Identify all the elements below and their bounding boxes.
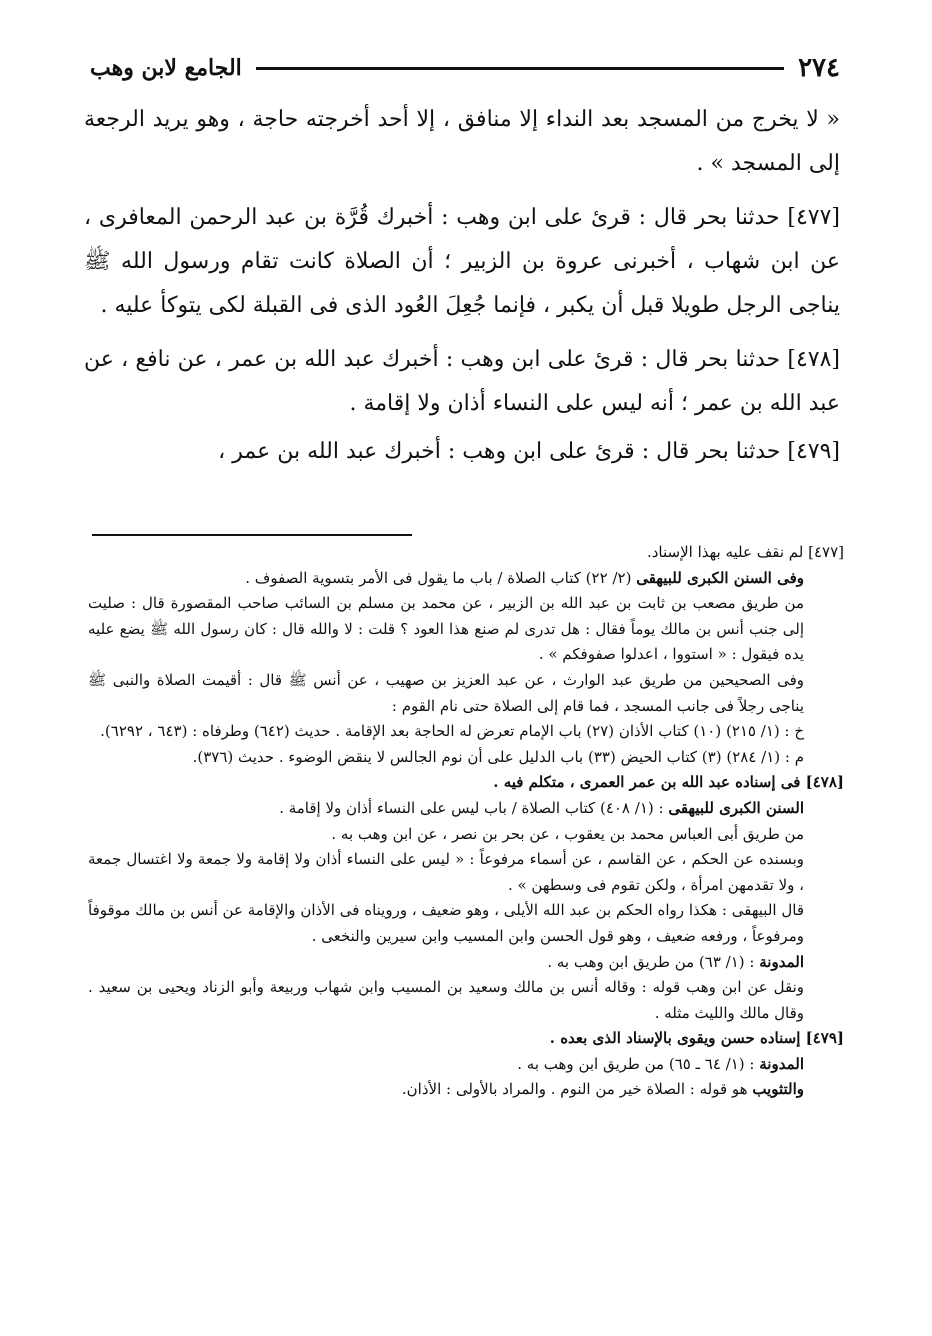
hadith-479: [٤٧٩] حدثنا بحر قال : قرئ على ابن وهب : أخبرك عبد الله بن عمر ، [218,439,840,464]
hadith-478: [٤٧٨] حدثنا بحر قال : قرئ على ابن وهب : أخبرك عبد الله بن عمر ، عن نافع ، عن عبد الله بن عمر ؛ أنه ليس على النساء أذان ولا إقامة . [84,347,840,416]
page-header [90,48,840,88]
term-definition: هو قوله : الصلاة خير من النوم . والمراد بالأولى : الأذان. [401,1080,753,1099]
footnote-478-line: قال البيهقى : هكذا رواه الحكم بن عبد الله الأيلى ، وهو ضعيف ، ورويناه فى الأذان والإقامة عن أنس بن مالك موقوفاً ومرفوعاً ، ورفعه ضعيف ، وهو قول الحسن وابن المسيب وابن سيرين والنخعى . [88,901,804,945]
footnote-479-head: [٤٧٩] إسناده حسن ويقوى بالإسناد الذى بعده . [549,1029,844,1048]
hadith-477: [٤٧٧] حدثنا بحر قال : قرئ على ابن وهب : أخبرك قُرَّة بن عبد الرحمن المعافرى ، عن ابن شهاب ، أخبرنى عروة بن الزبير ؛ أن الصلاة كانت تقام ورسول الله ﷺ يناجى الرجل طويلا قبل أن يكبر ، فإنما جُعِلَ العُود الذى فى القبلة لكى يتوكأ عليه . [84,205,840,318]
header-rule [256,67,784,70]
running-title: الجامع لابن وهب [90,55,242,81]
footnote-478-line: وبسنده عن الحكم ، عن القاسم ، عن أسماء مرفوعاً : « ليس على النساء أذان ولا إقامة ولا جمعة ولا اغتسال جمعة ، ولا تقدمهن امرأة ، ولكن تقوم فى وسطهن » . [88,850,804,894]
source-title: المدونة [759,952,804,971]
main-text [84,98,840,484]
term: والتثويب [752,1080,804,1099]
footnote-478-line: ونقل عن ابن وهب قوله : وقاله أنس بن مالك وسعيد بن المسيب وابن شهاب وربيعة وأبو الزناد ويحيى بن سعيد . وقال مالك والليث مثله . [88,978,804,1022]
source-ref: : (١/ ٦٤ ـ ٦٥) من طريق ابن وهب به . [517,1054,760,1073]
source-title: السنن الكبرى للبيهقى [668,798,804,817]
footnotes [88,540,844,1103]
footnote-477-line: من طريق مصعب بن ثابت بن عبد الله بن الزبير ، عن محمد بن مسلم بن السائب صاحب المقصورة قال : صليت إلى جنب أنس بن مالك يوماً فقال : هل تدرى لم صنع هذا العود ؟ قلت : لا والله قال : كان رسول الله ﷺ يضع عليه يده فيقول : « استووا ، اعدلوا صفوفكم » . [88,594,804,664]
footnote-separator [92,534,412,536]
footnote-477-line [88,566,844,592]
paragraph-continuation: « لا يخرج من المسجد بعد النداء إلا منافق ، إلا أحد أخرجته حاجة ، وهو يريد الرجعة إلى المسجد » . [84,107,840,176]
footnote-479-line [88,1077,844,1103]
source-ref: (٢/ ٢٢) كتاب الصلاة / باب ما يقول فى الأمر بتسوية الصفوف . [245,568,637,587]
source-title: وفى السنن الكبرى للبيهقى [636,568,804,587]
source-title: المدونة [759,1054,804,1073]
footnote-479-line [88,1052,844,1078]
footnote-478-line [88,796,844,822]
footnote-477-head: [٤٧٧] لم نقف عليه بهذا الإسناد. [646,543,844,561]
source-ref: : (١/ ٤٠٨) كتاب الصلاة / باب ليس على النساء أذان ولا إقامة . [279,798,669,817]
footnote-477-line: م : (١/ ٢٨٤) (٣) كتاب الحيض (٣٣) باب الدليل على أن نوم الجالس لا ينقض الوضوء . حديث (٣٧٦). [192,747,804,766]
footnote-478-head: [٤٧٨] فى إسناده عبد الله بن عمر العمرى ، متكلم فيه . [493,773,844,792]
footnote-478-line [88,950,844,976]
footnote-477-line: خ : (١/ ٢١٥) (١٠) كتاب الأذان (٢٧) باب الإمام تعرض له الحاجة بعد الإقامة . حديث (٦٤٢) وطرفاه : (٦٤٣ ، ٦٢٩٢). [100,722,804,741]
footnote-478-line: من طريق أبى العباس محمد بن يعقوب ، عن بحر بن نصر ، عن ابن وهب به . [331,824,804,843]
source-ref: : (١/ ٦٣) من طريق ابن وهب به . [547,952,760,971]
footnote-477-line: وفى الصحيحين من طريق عبد الوارث ، عن عبد العزيز بن صهيب ، عن أنس ﷺ قال : أقيمت الصلاة والنبى ﷺ يناجى رجلاً فى جانب المسجد ، فما قام إلى الصلاة حتى نام القوم : [88,670,804,715]
page-number: ٢٧٤ [798,53,840,83]
